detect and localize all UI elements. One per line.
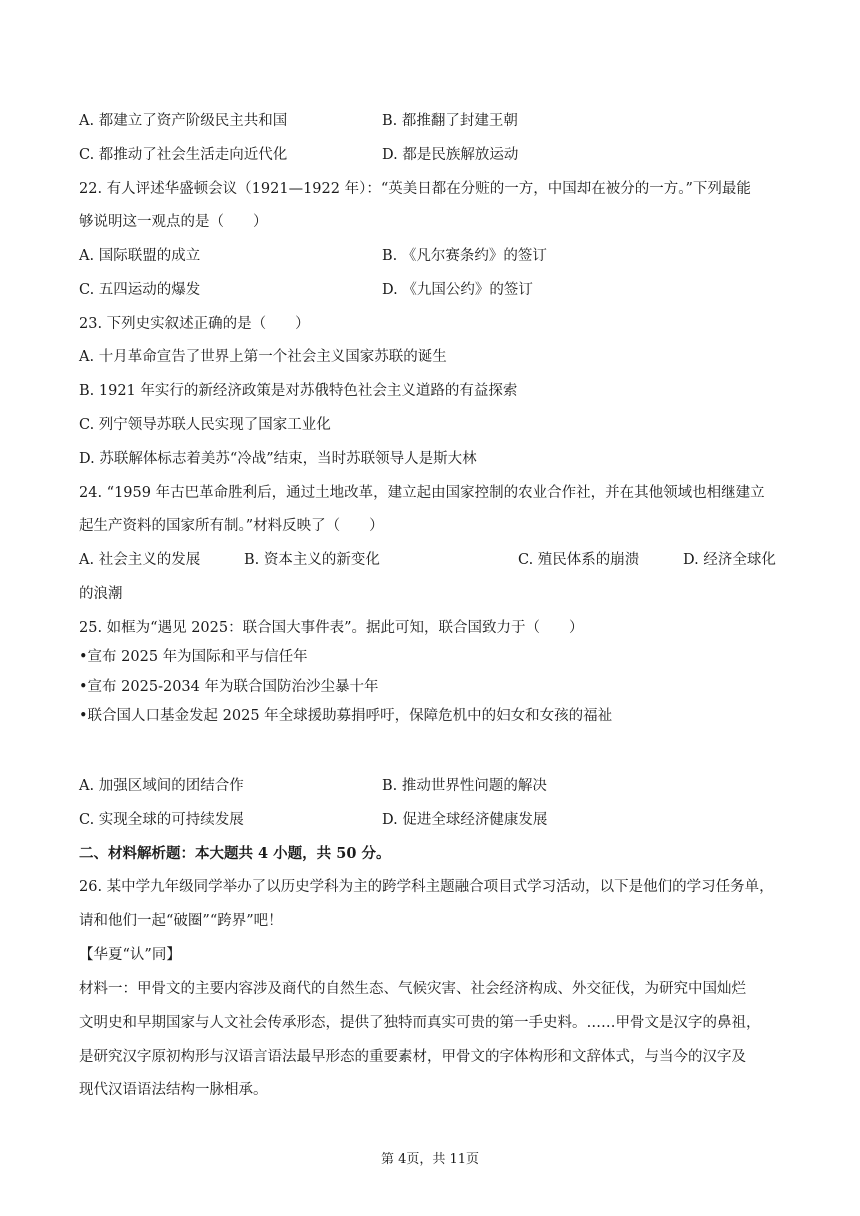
q24-stem-line2: 起生产资料的国家所有制。”材料反映了（ ） [79, 518, 384, 534]
q21-option-a: A. 都建立了资产阶级民主共和国 [79, 113, 288, 129]
q24-option-c: C. 殖民体系的崩溃 [518, 552, 640, 568]
q23-option-c: C. 列宁领导苏联人民实现了国家工业化 [79, 417, 331, 433]
q21-options-row1 [79, 111, 800, 131]
q22-option-c: C. 五四运动的爆发 [79, 282, 201, 298]
q22-option-d: D. 《九国公约》的签订 [382, 282, 533, 298]
q24-option-d: D. 经济全球化 [683, 552, 776, 568]
q21-options-row2 [79, 145, 800, 165]
q23-option-d: D. 苏联解体标志着美苏“冷战”结束，当时苏联领导人是斯大林 [79, 451, 477, 467]
q23-option-a: A. 十月革命宣告了世界上第一个社会主义国家苏联的诞生 [79, 349, 447, 365]
q25-options-row1 [79, 776, 800, 796]
q23-stem: 23. 下列史实叙述正确的是（ ） [79, 316, 310, 332]
q22-option-a: A. 国际联盟的成立 [79, 248, 201, 264]
q25-option-c: C. 实现全球的可持续发展 [79, 812, 244, 828]
q22-stem-line1: 22. 有人评述华盛顿会议（1921—1922 年）：“英美日都在分赃的一方，中国却在被分的一方。”下列最能 [79, 181, 751, 197]
q25-option-d: D. 促进全球经济健康发展 [382, 812, 548, 828]
q25-bullet-1: •宣布 2025 年为国际和平与信任年 [79, 649, 308, 665]
q25-bullet-2: •宣布 2025-2034 年为联合国防治沙尘暴十年 [79, 679, 379, 695]
q26-material1-line4: 现代汉语语法结构一脉相承。 [79, 1082, 268, 1098]
q24-option-d-continued: 的浪潮 [79, 586, 123, 602]
q22-stem-line2: 够说明这一观点的是（ ） [79, 214, 268, 230]
q21-option-d: D. 都是民族解放运动 [382, 147, 519, 163]
q22-option-b: B. 《凡尔赛条约》的签订 [382, 248, 547, 264]
q21-option-c: C. 都推动了社会生活走向近代化 [79, 147, 288, 163]
q25-option-b: B. 推动世界性问题的解决 [382, 778, 547, 794]
q22-options-row1 [79, 246, 800, 266]
q25-bullet-3: •联合国人口基金发起 2025 年全球援助募捐呼吁，保障危机中的妇女和女孩的福祉 [79, 708, 613, 724]
q26-material1-line1: 材料一：甲骨文的主要内容涉及商代的自然生态、气候灾害、社会经济构成、外交征伐，为研究中国灿烂 [79, 981, 746, 997]
q25-option-a: A. 加强区域间的团结合作 [79, 778, 244, 794]
q26-stem-line1: 26. 某中学九年级同学举办了以历史学科为主的跨学科主题融合项目式学习活动，以下是他们的学习任务单， [79, 879, 774, 895]
q21-option-b: B. 都推翻了封建王朝 [382, 113, 518, 129]
q22-options-row2 [79, 280, 800, 300]
page-number-footer: 第 4页，共 11页 [380, 1152, 480, 1167]
q26-section-tag: 【华夏“认”同】 [79, 947, 181, 963]
q25-stem: 25. 如框为“遇见 2025：联合国大事件表”。据此可知，联合国致力于（ ） [79, 620, 584, 636]
q24-option-b: B. 资本主义的新变化 [244, 552, 380, 568]
section-heading: 二、材料解析题：本大题共 4 小题，共 50 分。 [79, 845, 391, 862]
q24-option-a: A. 社会主义的发展 [79, 552, 201, 568]
q25-options-row2 [79, 810, 800, 830]
q26-material1-line3: 是研究汉字原初构形与汉语言语法最早形态的重要素材，甲骨文的字体构形和文辞体式，与当今的汉字及 [79, 1049, 746, 1065]
q23-option-b: B. 1921 年实行的新经济政策是对苏俄特色社会主义道路的有益探索 [79, 383, 518, 399]
q26-stem-line2: 请和他们一起“破圈”“跨界”吧！ [79, 913, 283, 929]
q24-stem-line1: 24. “1959 年古巴革命胜利后，通过土地改革，建立起由国家控制的农业合作社，并在其他领域也相继建立 [79, 485, 765, 501]
q26-material1-line2: 文明史和早期国家与人文社会传承形态，提供了独特而真实可贵的第一手史料。……甲骨文是汉字的鼻祖， [79, 1015, 761, 1031]
